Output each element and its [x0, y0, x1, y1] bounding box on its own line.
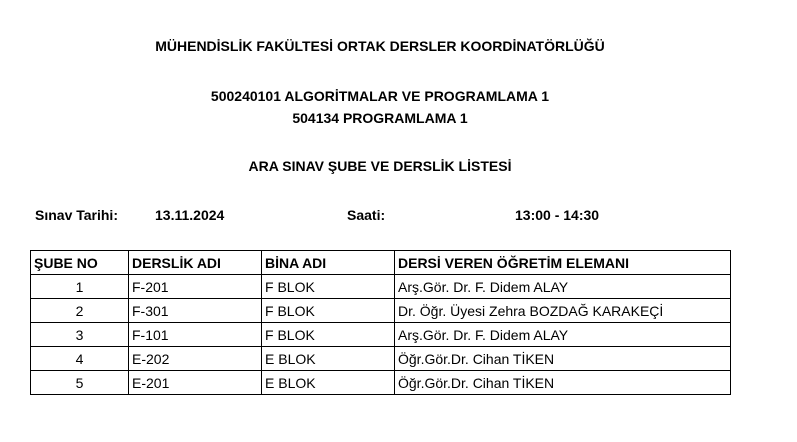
table-cell: Arş.Gör. Dr. F. Didem ALAY: [395, 323, 731, 347]
list-subtitle: ARA SINAV ŞUBE VE DERSLİK LİSTESİ: [248, 158, 512, 174]
course-title-2: 504134 PROGRAMLAMA 1: [292, 110, 468, 126]
table-cell: 5: [31, 371, 129, 395]
table-cell: F BLOK: [262, 275, 395, 299]
table-cell: E BLOK: [262, 347, 395, 371]
table-row: [31, 371, 731, 395]
table-cell: 2: [31, 299, 129, 323]
table-cell: E-202: [129, 347, 262, 371]
table-row: [31, 275, 731, 299]
table-cell: Dr. Öğr. Üyesi Zehra BOZDAĞ KARAKEÇİ: [395, 299, 731, 323]
course-title-1: 500240101 ALGORİTMALAR VE PROGRAMLAMA 1: [210, 88, 550, 104]
column-header: ŞUBE NO: [31, 251, 129, 275]
section-classroom-table: [30, 250, 731, 395]
table-row: [31, 323, 731, 347]
column-header: DERSLİK ADI: [129, 251, 262, 275]
table-cell: E-201: [129, 371, 262, 395]
table-cell: F-301: [129, 299, 262, 323]
table-cell: 3: [31, 323, 129, 347]
table-row: [31, 347, 731, 371]
table-header-row: [31, 251, 731, 275]
table-cell: 4: [31, 347, 129, 371]
table-cell: Arş.Gör. Dr. F. Didem ALAY: [395, 275, 731, 299]
exam-date: 13.11.2024: [155, 207, 225, 223]
faculty-title: MÜHENDİSLİK FAKÜLTESİ ORTAK DERSLER KOORDİNATÖRLÜĞÜ: [155, 38, 605, 54]
table-cell: F-101: [129, 323, 262, 347]
table-cell: Öğr.Gör.Dr. Cihan TİKEN: [395, 347, 731, 371]
table-cell: E BLOK: [262, 371, 395, 395]
column-header: DERSİ VEREN ÖĞRETİM ELEMANI: [395, 251, 731, 275]
column-header: BİNA ADI: [262, 251, 395, 275]
table-cell: 1: [31, 275, 129, 299]
exam-time: 13:00 - 14:30: [515, 207, 600, 223]
table-cell: F BLOK: [262, 323, 395, 347]
table-cell: F BLOK: [262, 299, 395, 323]
exam-time-label: Saati:: [347, 207, 386, 223]
exam-date-label: Sınav Tarihi:: [35, 207, 118, 223]
table-cell: Öğr.Gör.Dr. Cihan TİKEN: [395, 371, 731, 395]
table-cell: F-201: [129, 275, 262, 299]
table-row: [31, 299, 731, 323]
